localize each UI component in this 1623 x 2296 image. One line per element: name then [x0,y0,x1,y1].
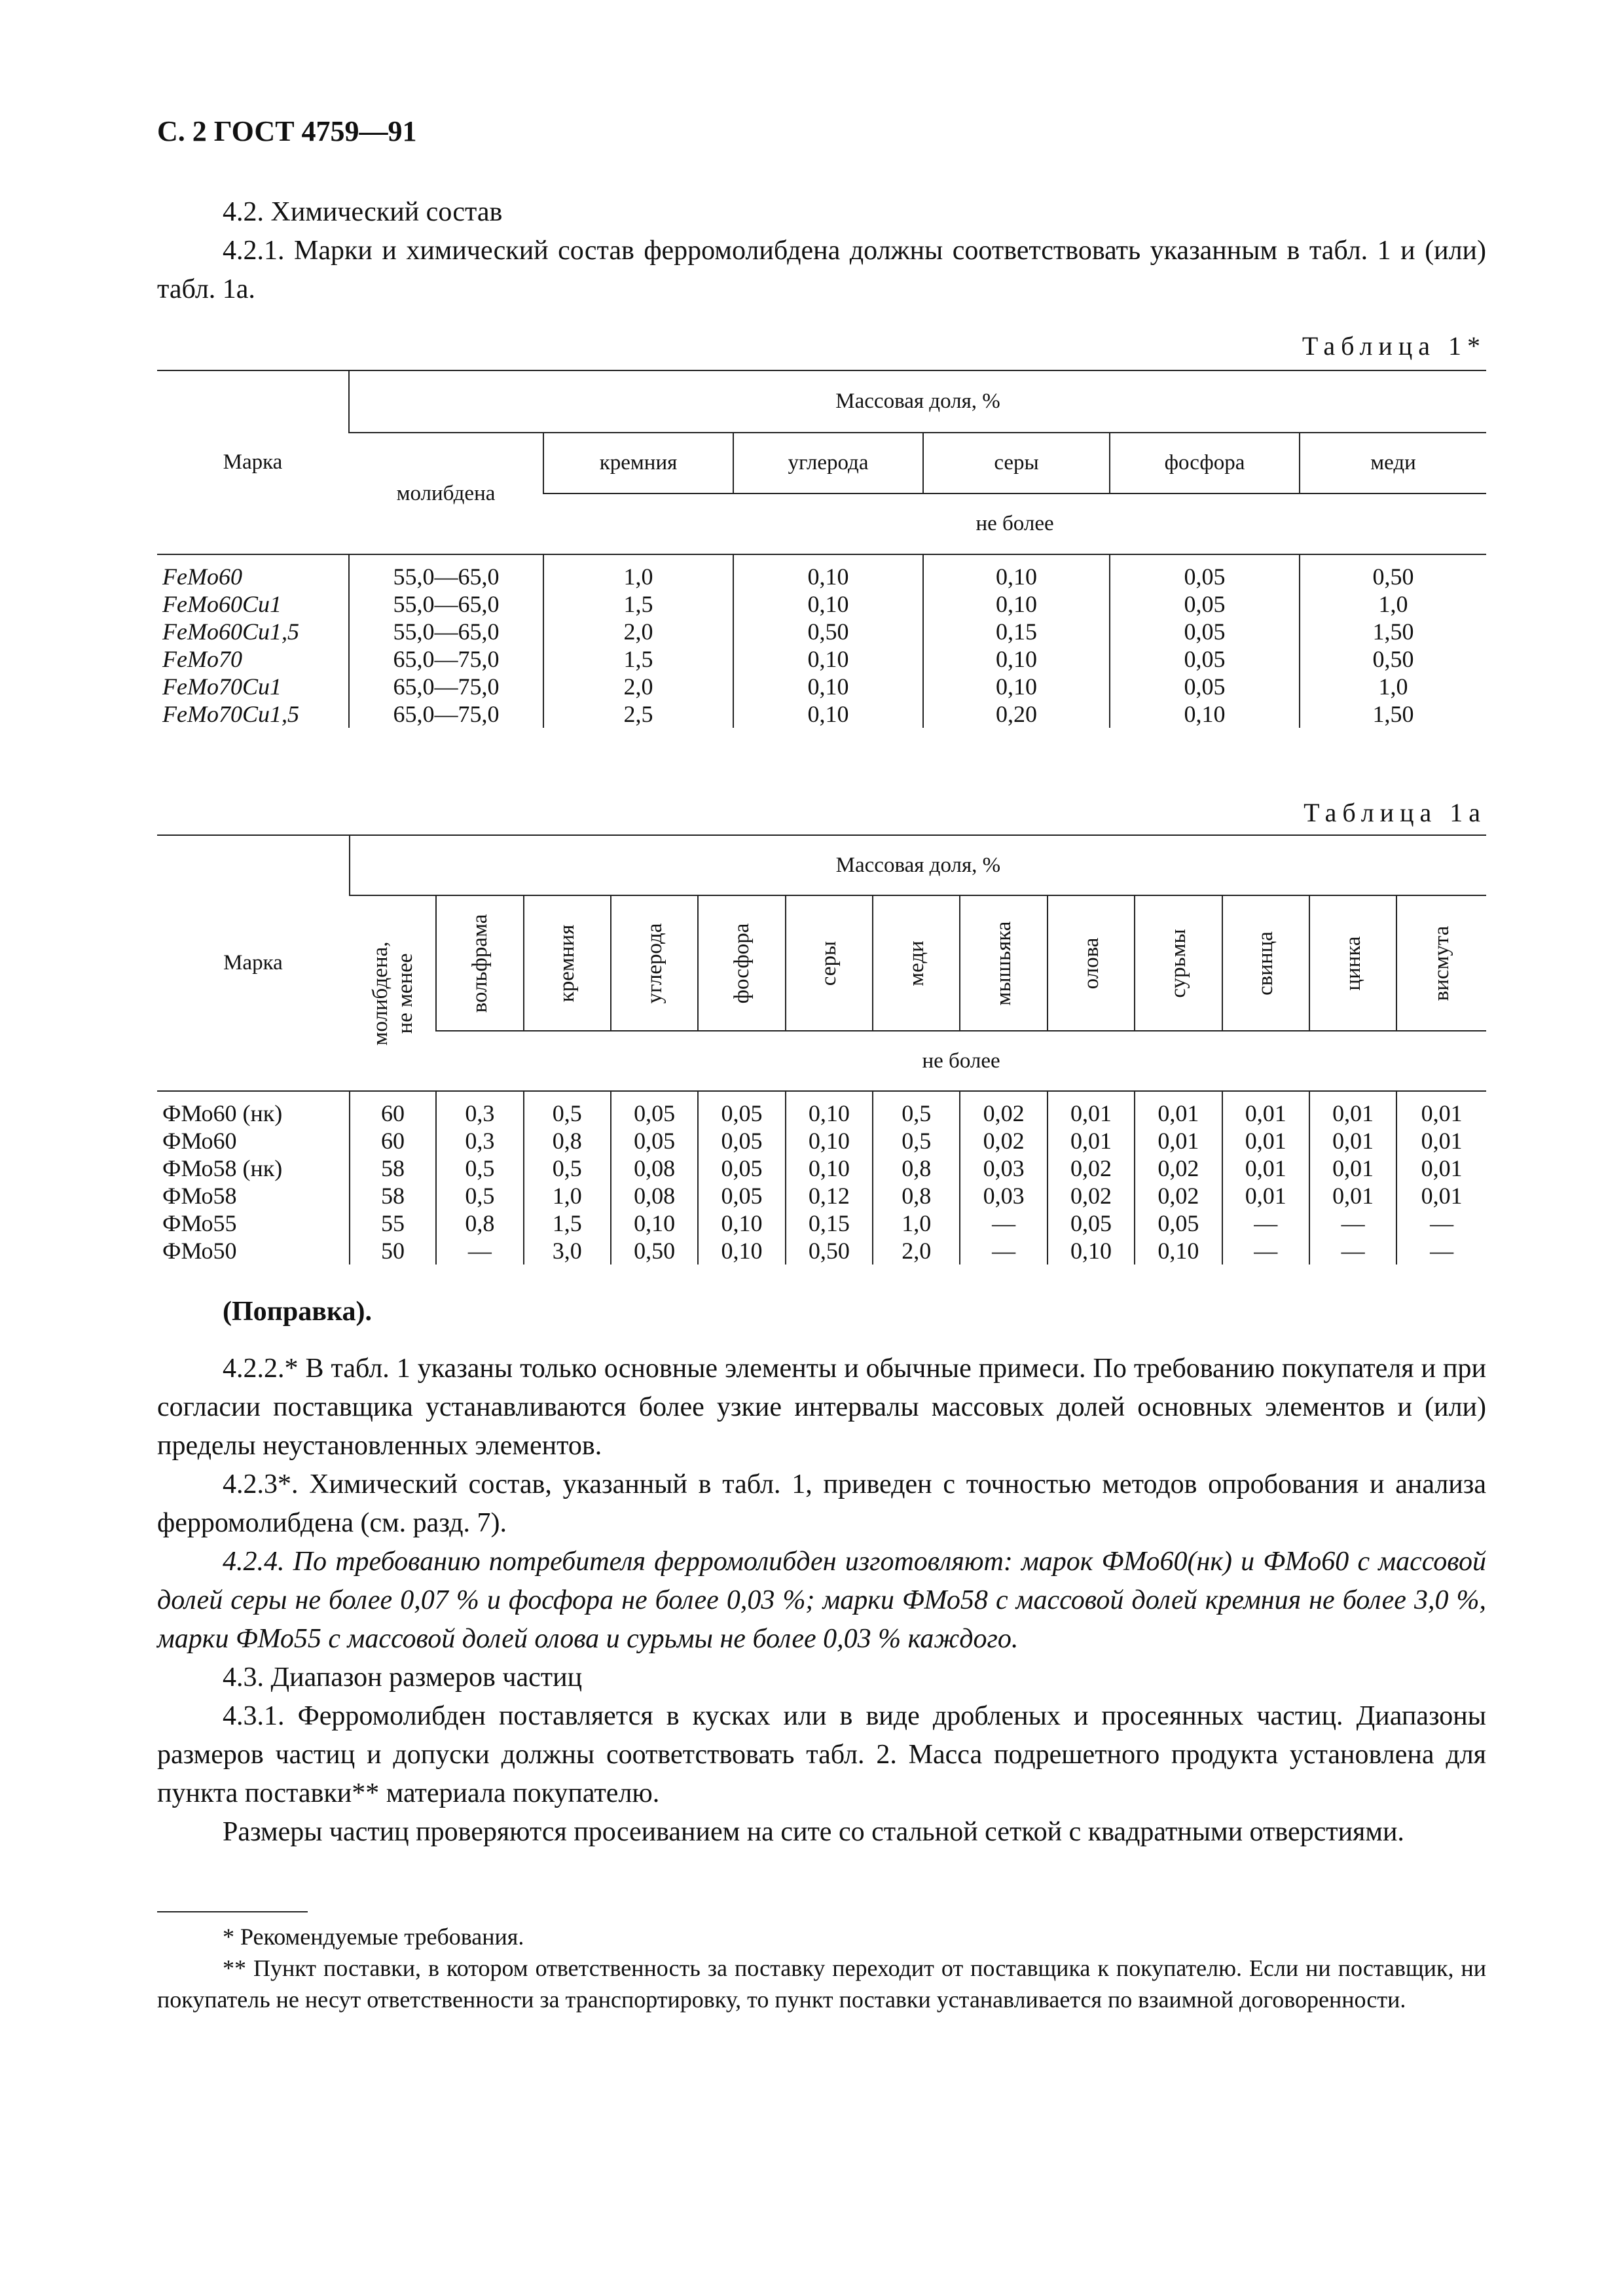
section-4-3: 4.3. Диапазон размеров частиц [223,1662,583,1693]
value-cell: 0,12 [786,1182,873,1210]
value-cell: 0,05 [698,1127,785,1155]
table1-mark-header: Марка [157,370,349,554]
table1a-mark-header: Марка [157,835,350,1091]
value-cell: 0,10 [733,645,923,673]
moly-header-line2: не менее [393,952,417,1034]
grade-cell: ФМо50 [162,1238,237,1264]
value-cell: 0,10 [786,1155,873,1182]
value-cell: 55,0—65,0 [349,590,543,618]
value-cell: 0,5 [436,1182,523,1210]
value-cell: 0,05 [611,1091,698,1127]
value-cell: 0,01 [1396,1127,1486,1155]
table-row [157,618,1486,645]
grade-cell: ФМо58 [162,1183,237,1209]
main-text [157,1293,1486,1852]
table-row [157,700,1486,728]
table-row [157,1155,1486,1182]
value-cell: 0,5 [873,1091,960,1127]
table1a-col-header: олова [1048,895,1135,1031]
table1a-col-header: кремния [524,895,611,1031]
value-cell: 2,5 [543,700,733,728]
value-cell: 0,5 [524,1091,611,1127]
table1-moly-header: молибдена [349,433,543,554]
value-cell: — [436,1237,523,1265]
value-cell: 0,03 [960,1155,1047,1182]
value-cell: 55,0—65,0 [349,618,543,645]
amendment-note: (Поправка). [223,1297,372,1327]
table1-col-header: углерода [733,433,923,493]
value-cell: 0,01 [1048,1091,1135,1127]
section-4-2-4: 4.2.4. По требованию потребителя ферромолибден изготовляют: марок ФМо60(нк) и ФМо60 с массовой долей серы не более 0,07 % и фосфора не более 0,03 %; марки ФМо58 с массовой долей кремния не более 3,0 %, марки ФМо55 с массовой долей олова и сурьмы не более 0,03 % каждого. [157,1547,1486,1654]
value-cell: 0,02 [1048,1182,1135,1210]
value-cell: 60 [350,1127,436,1155]
grade-cell: ФМо60 (нк) [162,1100,283,1126]
table1a-col-header: фосфора [698,895,785,1031]
value-cell: 0,10 [698,1237,785,1265]
value-cell: 0,20 [923,700,1110,728]
value-cell: 2,0 [543,673,733,700]
value-cell: 0,10 [1048,1237,1135,1265]
value-cell: 2,0 [873,1237,960,1265]
grade-cell: FeMo60Cu1,5 [162,619,299,645]
value-cell: 0,03 [960,1182,1047,1210]
section-4-2-1: 4.2.1. Марки и химический состав ферромолибдена должны соответствовать указанным в табл. 1 и (или) табл. 1а. [157,236,1486,304]
value-cell: 0,10 [1110,700,1300,728]
grade-cell: FeMo70Cu1,5 [162,701,299,727]
value-cell: 0,05 [1048,1210,1135,1237]
table1a-col-header: висмута [1396,895,1486,1031]
value-cell: 3,0 [524,1237,611,1265]
grade-cell: FeMo60Cu1 [162,591,282,617]
value-cell: 55,0—65,0 [349,554,543,590]
value-cell: 1,5 [543,645,733,673]
grade-cell: ФМо55 [162,1210,237,1236]
value-cell: 0,01 [1135,1091,1222,1127]
table1a-col-header: цинка [1309,895,1396,1031]
value-cell: 0,3 [436,1091,523,1127]
value-cell: 0,05 [611,1127,698,1155]
table1a-nb-header: не более [436,1031,1486,1091]
value-cell: 0,3 [436,1127,523,1155]
grade-cell: FeMo70Cu1 [162,673,282,700]
value-cell: — [1222,1210,1309,1237]
value-cell: 0,05 [1110,554,1300,590]
table1-nb-header: не более [543,493,1486,554]
section-4-2-2: 4.2.2.* В табл. 1 указаны только основные элементы и обычные примеси. По требованию покупателя и при согласии поставщика устанавливаются более узкие интервалы массовых долей основных элементов и (или) пределы неустановленных элементов. [157,1354,1486,1461]
value-cell: 0,8 [436,1210,523,1237]
value-cell: 0,8 [873,1155,960,1182]
value-cell: 0,50 [1300,554,1486,590]
value-cell: — [1309,1210,1396,1237]
value-cell: 0,02 [960,1127,1047,1155]
value-cell: 0,01 [1396,1091,1486,1127]
table-row [157,590,1486,618]
value-cell: 0,01 [1222,1091,1309,1127]
value-cell: 65,0—75,0 [349,673,543,700]
value-cell: 0,10 [923,673,1110,700]
value-cell: 60 [350,1091,436,1127]
footnotes [157,1921,1486,2015]
value-cell: 0,10 [733,700,923,728]
value-cell: 0,10 [923,590,1110,618]
table1a-col-header: вольфрама [436,895,523,1031]
value-cell: 0,01 [1048,1127,1135,1155]
value-cell: 0,10 [733,590,923,618]
footnote-1: * Рекомендуемые требования. [223,1924,524,1950]
value-cell: 0,08 [611,1155,698,1182]
table1a-moly-header [350,895,436,1091]
table1-mass-header: Массовая доля, % [349,370,1486,433]
table1 [157,370,1486,728]
table1a-col-header: сурьмы [1135,895,1222,1031]
value-cell: 0,50 [611,1237,698,1265]
value-cell: 0,08 [611,1182,698,1210]
value-cell: 50 [350,1237,436,1265]
table-row [157,1127,1486,1155]
value-cell: 0,5 [873,1127,960,1155]
value-cell: 0,05 [1110,673,1300,700]
value-cell: 0,05 [1110,618,1300,645]
value-cell: 1,0 [543,554,733,590]
value-cell: 0,05 [698,1182,785,1210]
value-cell: 0,10 [733,554,923,590]
page-header: С. 2 ГОСТ 4759—91 [157,115,417,147]
value-cell: 0,10 [786,1091,873,1127]
value-cell: 1,0 [524,1182,611,1210]
value-cell: 0,10 [923,554,1110,590]
value-cell: 0,15 [923,618,1110,645]
value-cell: 0,10 [1135,1237,1222,1265]
value-cell: — [960,1237,1047,1265]
grade-cell: FeMo70 [162,646,242,672]
value-cell: 0,01 [1222,1127,1309,1155]
table1a-col-header: углерода [611,895,698,1031]
table1-col-header: серы [923,433,1110,493]
value-cell: 1,0 [873,1210,960,1237]
value-cell: 0,50 [733,618,923,645]
table-row [157,1091,1486,1127]
value-cell: — [1309,1237,1396,1265]
sieve-paragraph: Размеры частиц проверяются просеиванием на сите со стальной сеткой с квадратными отверстиями. [223,1817,1404,1847]
value-cell: 0,05 [698,1155,785,1182]
value-cell: 0,10 [923,645,1110,673]
table1-col-header: меди [1300,433,1486,493]
value-cell: — [1396,1210,1486,1237]
grade-cell: ФМо60 [162,1128,237,1154]
value-cell: 0,05 [1110,590,1300,618]
grade-cell: FeMo60 [162,564,242,590]
value-cell: 0,01 [1309,1182,1396,1210]
value-cell: 0,01 [1309,1127,1396,1155]
value-cell: 0,10 [733,673,923,700]
table1-caption: Таблица 1* [1302,331,1486,361]
value-cell: 1,0 [1300,673,1486,700]
value-cell: 1,5 [543,590,733,618]
table1a-col-header: меди [873,895,960,1031]
value-cell: 0,50 [1300,645,1486,673]
table-row [157,1210,1486,1237]
value-cell: 0,01 [1309,1091,1396,1127]
value-cell: 0,02 [960,1091,1047,1127]
intro-text [157,193,1486,309]
value-cell: 0,10 [698,1210,785,1237]
value-cell: 0,05 [698,1091,785,1127]
value-cell: 0,01 [1222,1182,1309,1210]
value-cell: 65,0—75,0 [349,645,543,673]
value-cell: — [1396,1237,1486,1265]
value-cell: 55 [350,1210,436,1237]
value-cell: 0,05 [1135,1210,1222,1237]
footnote-2: ** Пункт поставки, в котором ответственность за поставку переходит от поставщика к покупателю. Если ни поставщик, ни покупатель не несут ответственности за транспортировку, то пункт поставки устанавливается по взаимной договоренности. [157,1955,1486,2013]
section-4-3-1: 4.3.1. Ферромолибден поставляется в кусках или в виде дробленых и просеянных частиц. Диапазоны размеров частиц и допуски должны соответствовать табл. 2. Масса подрешетного продукта установлена для пункта поставки** материала покупателю. [157,1701,1486,1808]
table1-col-header: кремния [543,433,733,493]
value-cell: — [960,1210,1047,1237]
value-cell: 0,5 [436,1155,523,1182]
table1a-mass-header: Массовая доля, % [350,835,1486,895]
value-cell: 0,8 [873,1182,960,1210]
value-cell: 0,01 [1222,1155,1309,1182]
value-cell: — [1222,1237,1309,1265]
table-row [157,645,1486,673]
table-row [157,554,1486,590]
moly-header-line1: молибдена, [368,941,392,1046]
section-4-2: 4.2. Химический состав [223,197,503,227]
table-row [157,1182,1486,1210]
table1a-col-header: серы [786,895,873,1031]
value-cell: 0,02 [1135,1155,1222,1182]
value-cell: 0,50 [786,1237,873,1265]
value-cell: 2,0 [543,618,733,645]
value-cell: 0,8 [524,1127,611,1155]
section-4-2-3: 4.2.3*. Химический состав, указанный в табл. 1, приведен с точностью методов опробования и анализа ферромолибдена (см. разд. 7). [157,1469,1486,1538]
value-cell: 0,10 [786,1127,873,1155]
value-cell: 1,5 [524,1210,611,1237]
value-cell: 1,0 [1300,590,1486,618]
table1a [157,834,1486,1265]
grade-cell: ФМо58 (нк) [162,1155,283,1181]
value-cell: 0,02 [1048,1155,1135,1182]
value-cell: 65,0—75,0 [349,700,543,728]
value-cell: 0,01 [1396,1182,1486,1210]
table1a-col-header: свинца [1222,895,1309,1031]
value-cell: 0,15 [786,1210,873,1237]
value-cell: 0,01 [1135,1127,1222,1155]
value-cell: 58 [350,1155,436,1182]
value-cell: 0,01 [1396,1155,1486,1182]
value-cell: 0,5 [524,1155,611,1182]
value-cell: 1,50 [1300,700,1486,728]
value-cell: 0,01 [1309,1155,1396,1182]
value-cell: 0,02 [1135,1182,1222,1210]
value-cell: 58 [350,1182,436,1210]
value-cell: 1,50 [1300,618,1486,645]
table1-col-header: фосфора [1110,433,1300,493]
value-cell: 0,10 [611,1210,698,1237]
table1a-caption: Таблица 1а [1304,798,1486,827]
table-row [157,673,1486,700]
footnote-divider [157,1911,308,1912]
value-cell: 0,05 [1110,645,1300,673]
table1a-col-header: мышьяка [960,895,1047,1031]
table-row [157,1237,1486,1265]
